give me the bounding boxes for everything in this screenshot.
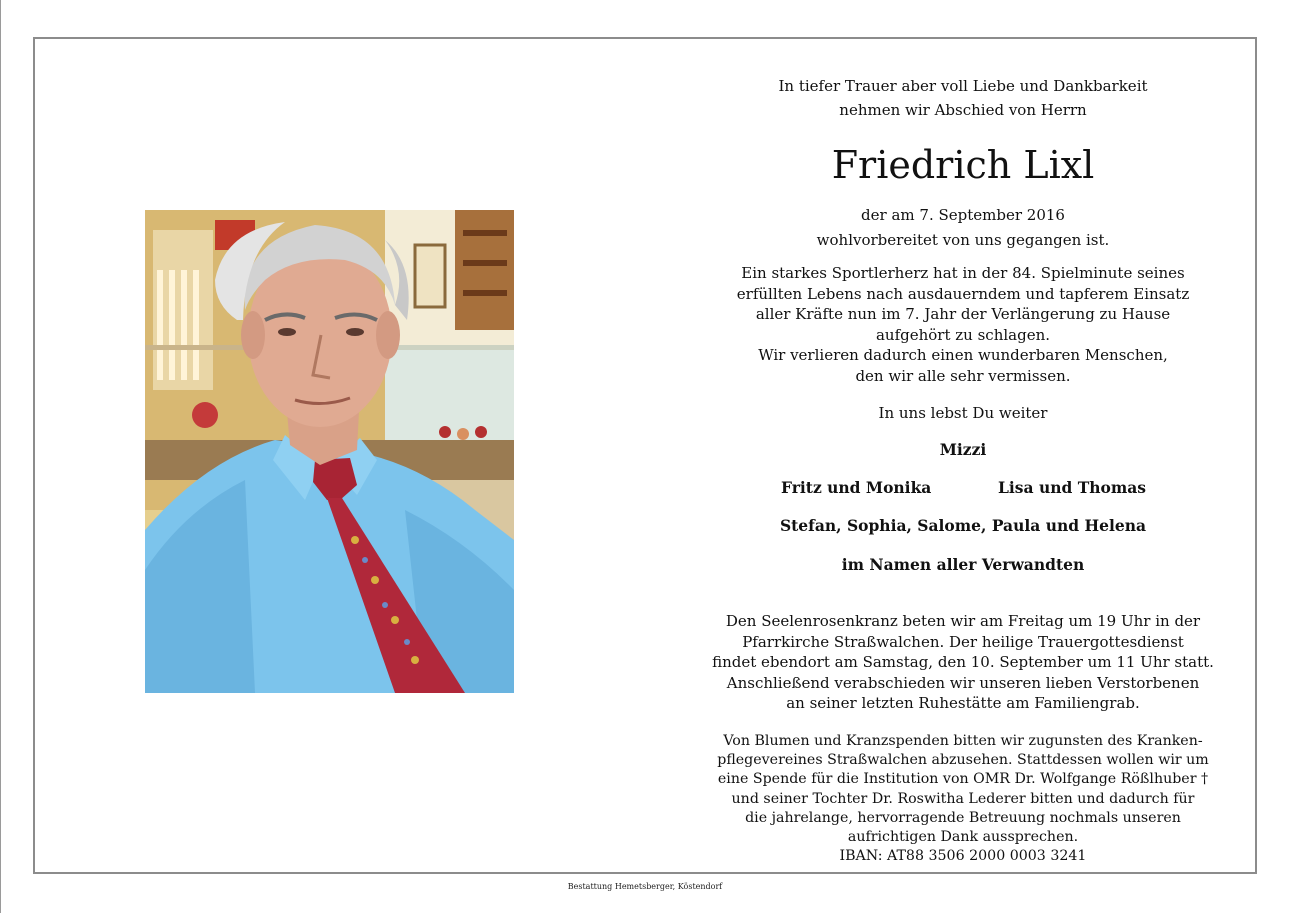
donation-line: aufrichtigen Dank aussprechen. <box>847 829 1079 846</box>
intro-line-2: nehmen wir Abschied von Herrn <box>839 101 1087 119</box>
service-line: an seiner letzten Ruhestätte am Familiengrab. <box>786 694 1140 712</box>
tribute-line: den wir alle sehr vermissen. <box>855 366 1071 385</box>
service-line: Den Seelenrosenkranz beten wir am Freitag um 19 Uhr in der <box>725 612 1201 630</box>
closing-line: In uns lebst Du weiter <box>878 404 1048 422</box>
donation-line: eine Spende für die Institution von OMR Dr. Wolfgange Rößlhuber † <box>717 771 1209 788</box>
family-spouse: Mizzi <box>939 440 987 459</box>
tribute-line: Wir verlieren dadurch einen wunderbaren Menschen, <box>758 346 1168 364</box>
tribute-text <box>675 263 1251 386</box>
portrait-photo <box>145 210 514 693</box>
tribute-line: aller Kräfte nun im 7. Jahr der Verlängerung zu Hause <box>755 305 1171 323</box>
service-line: Anschließend verabschieden wir unseren lieben Verstorbenen <box>726 673 1200 692</box>
family-child-1: Fritz und Monika <box>781 478 932 497</box>
tribute-line: erfüllten Lebens nach ausdauerndem und tapferem Einsatz <box>736 284 1190 303</box>
date-line-2: wohlvorbereitet von uns gegangen ist. <box>816 231 1110 249</box>
service-line: Pfarrkirche Straßwalchen. Der heilige Trauergottesdienst <box>742 632 1184 651</box>
donation-line: Von Blumen und Kranzspenden bitten wir zugunsten des Kranken- <box>723 733 1203 749</box>
funeral-home-credit: Bestattung Hemetsberger, Köstendorf <box>567 882 723 891</box>
obituary-card <box>33 37 1257 874</box>
donation-line: und seiner Tochter Dr. Roswitha Lederer bitten und dadurch für <box>731 790 1195 807</box>
donation-line: pflegevereines Straßwalchen abzusehen. Stattdessen wollen wir um <box>717 752 1209 769</box>
tribute-line: aufgehört zu schlagen. <box>875 325 1051 344</box>
service-line: findet ebendort am Samstag, den 10. September um 11 Uhr statt. <box>712 653 1214 671</box>
family-grandchildren: Stefan, Sophia, Salome, Paula und Helena <box>779 516 1147 535</box>
deceased-name: Friedrich Lixl <box>831 143 1095 187</box>
intro-line-1: In tiefer Trauer aber voll Liebe und Dankbarkeit <box>778 77 1148 95</box>
family-child-2: Lisa und Thomas <box>998 478 1147 497</box>
donation-info <box>675 732 1251 866</box>
donation-line: die jahrelange, hervorragende Betreuung nochmals unseren <box>745 809 1181 826</box>
family-relatives: im Namen aller Verwandten <box>841 555 1085 574</box>
donation-iban: IBAN: AT88 3506 2000 0003 3241 <box>839 848 1087 865</box>
date-line-1: der am 7. September 2016 <box>861 206 1065 224</box>
tribute-line: Ein starkes Sportlerherz hat in der 84. Spielminute seines <box>741 264 1185 282</box>
page-edge-rule <box>0 0 1 913</box>
service-info <box>675 611 1251 714</box>
